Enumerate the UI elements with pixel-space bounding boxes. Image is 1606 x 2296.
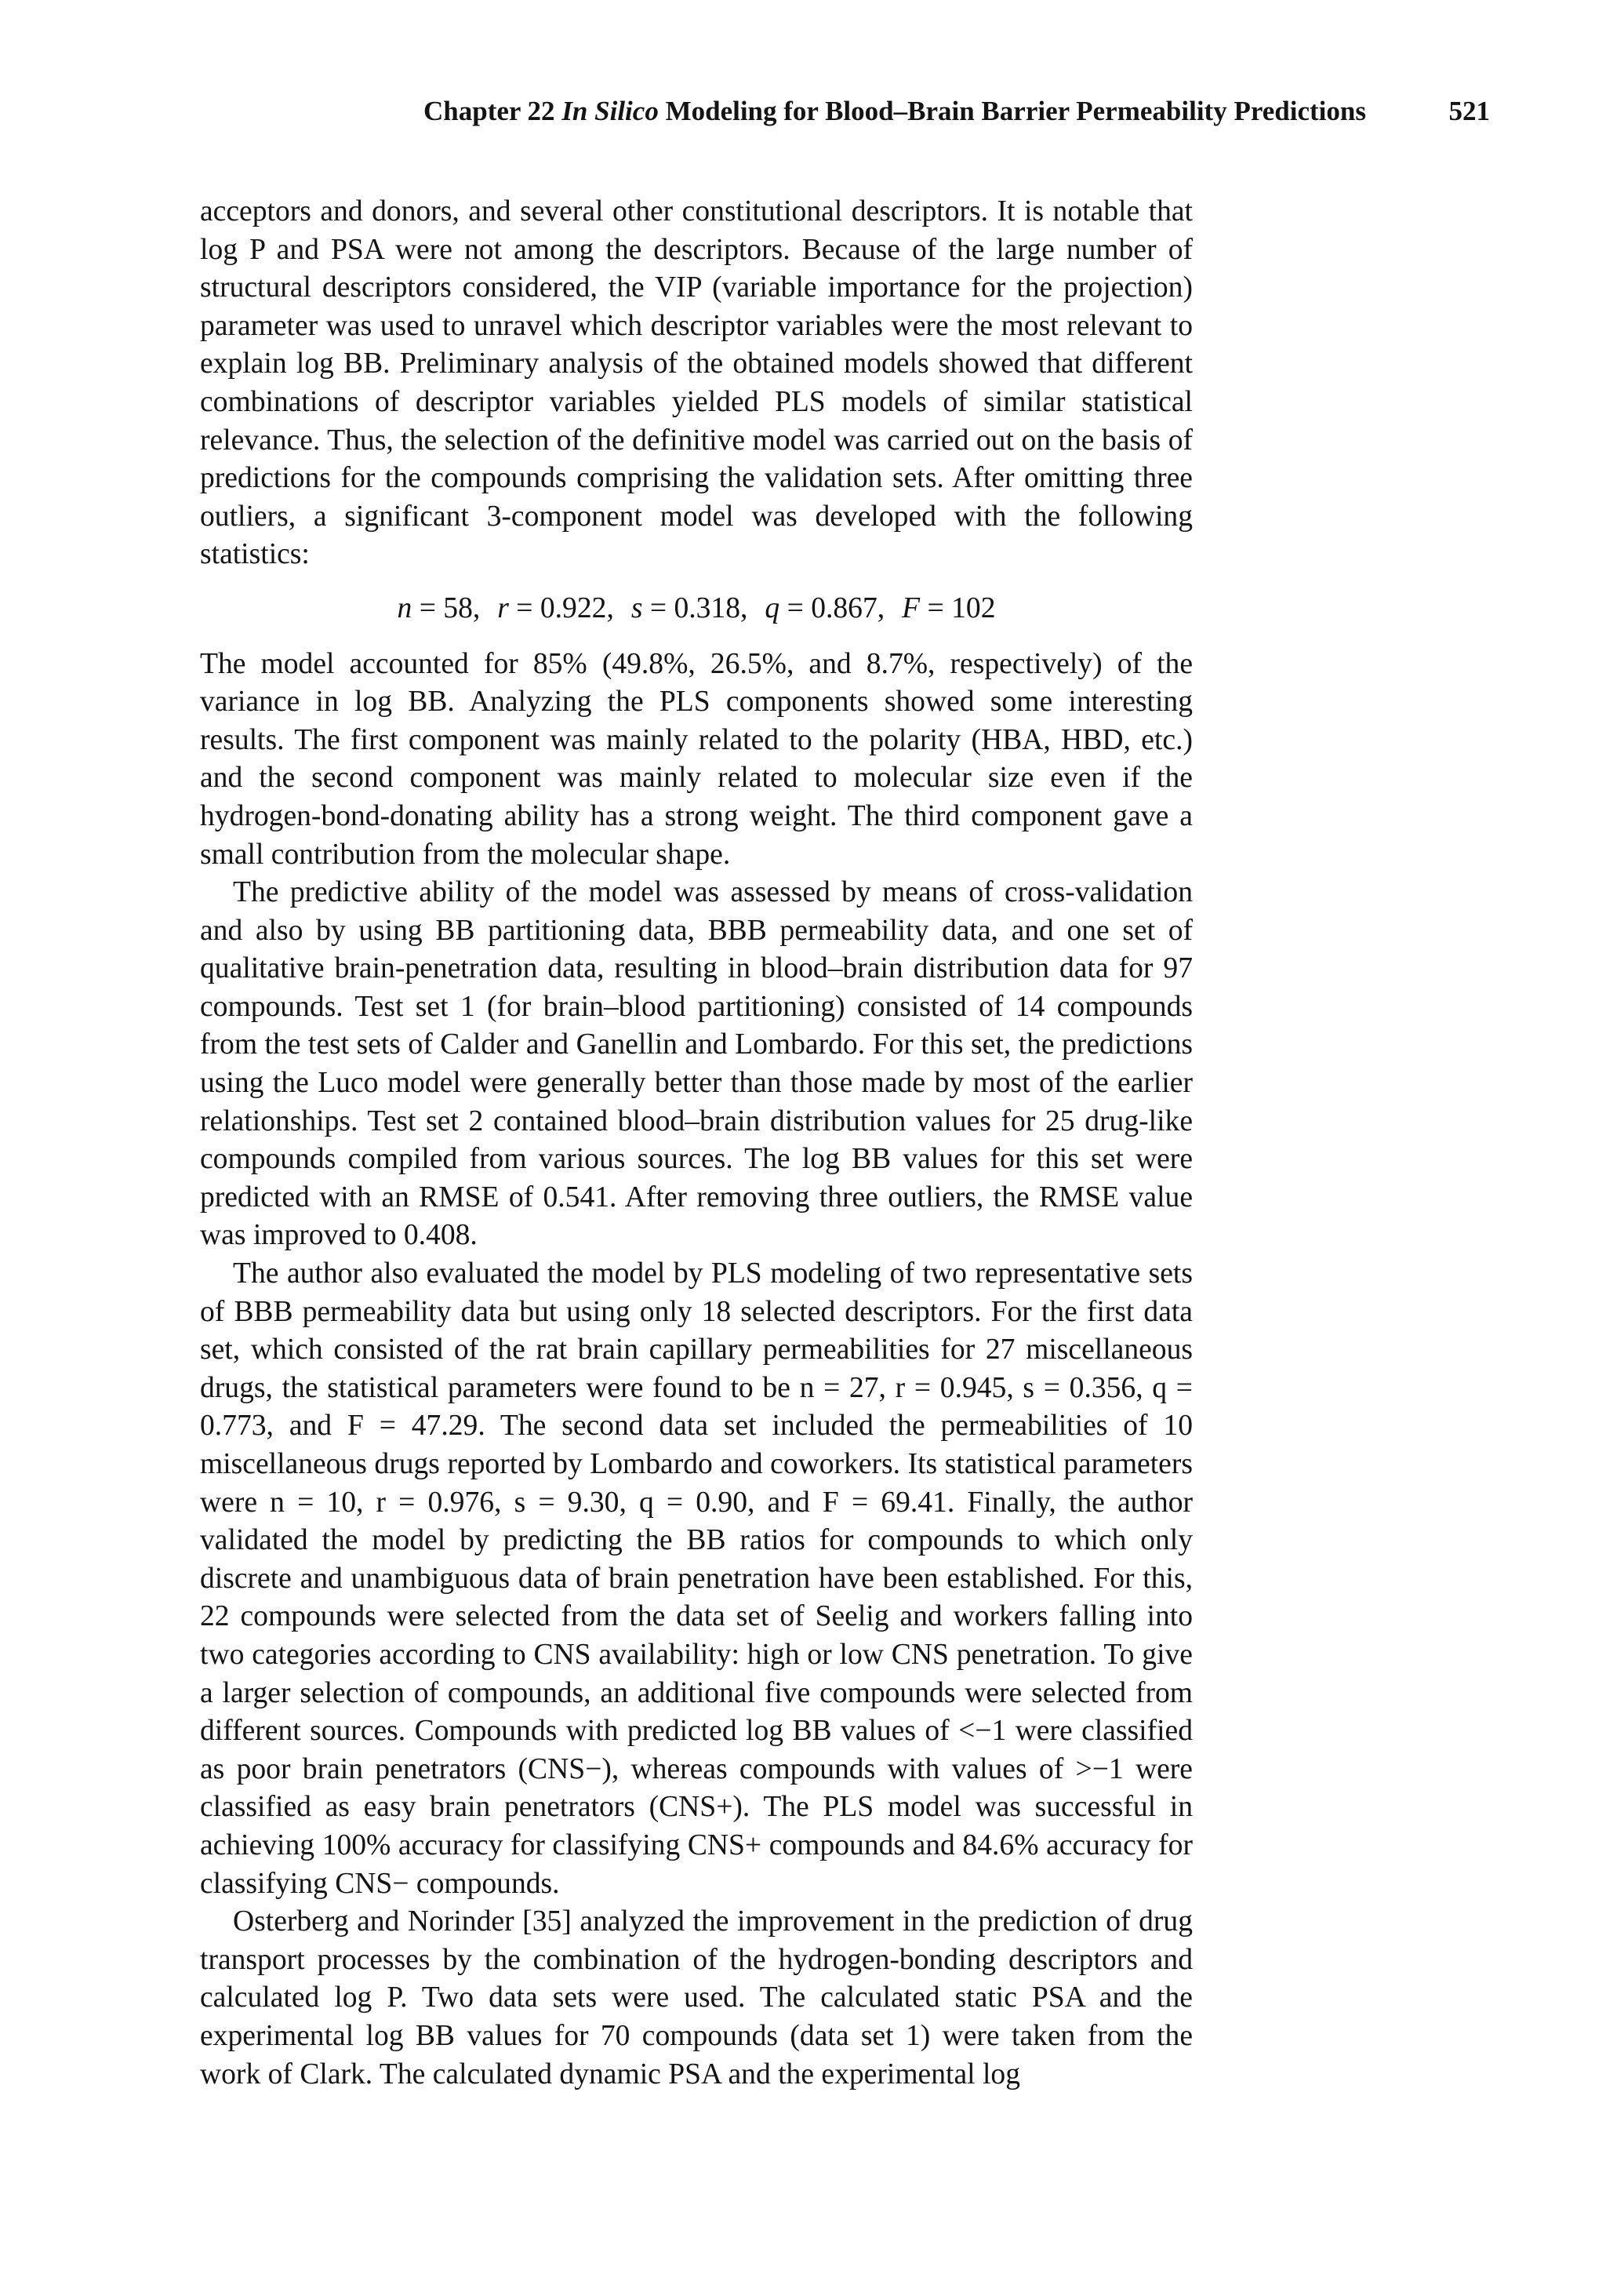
paragraph-2: The model accounted for 85% (49.8%, 26.5%, and 8.7%, respectively) of the variance in log BB. Analyzing the PLS components showed some interesting results. The first component was mainly related to the polarity (HBA, HBD, etc.) and the second component was mainly related to molecular size even if the hydrogen-bond-donating ability has a strong weight. The third component gave a small contribution from the molecular shape. [200, 647, 1193, 871]
body-text [200, 193, 1193, 2094]
paragraph-4: The author also evaluated the model by PLS modeling of two representative sets of BBB permeability data but using only 18 selected descriptors. For the first data set, which consisted of the rat brain capillary permeabilities for 27 miscellaneous drugs, the statistical parameters were found to be n = 27, r = 0.945, s = 0.356, q = 0.773, and F = 47.29. The second data set included the permeabilities of 10 miscellaneous drugs reported by Lombardo and coworkers. Its statistical parameters were n = 10, r = 0.976, s = 9.30, q = 0.90, and F = 69.41. Finally, the author validated the model by predicting the BB ratios for compounds to which only discrete and unambiguous data of brain penetration have been established. For this, 22 compounds were selected from the data set of Seelig and workers falling into two categories according to CNS availability: high or low CNS penetration. To give a larger selection of compounds, an additional five compounds were selected from different sources. Compounds with predicted log BB values of <−1 were classified as poor brain penetrators (CNS−), whereas compounds with values of >−1 were classified as easy brain penetrators (CNS+). The PLS model was successful in achieving 100% accuracy for classifying CNS+ compounds and 84.6% accuracy for classifying CNS− compounds. [200, 1257, 1193, 1900]
chapter-title: Modeling for Blood–Brain Barrier Permeability Predictions [665, 96, 1366, 126]
chapter-title-italic: In Silico [561, 96, 659, 126]
chapter-label: Chapter 22 [423, 96, 555, 126]
running-head [423, 97, 1490, 125]
paragraph-5: Osterberg and Norinder [35] analyzed the improvement in the prediction of drug transport processes by the combination of the hydrogen-bonding descriptors and calculated log P. Two data sets were used. The calculated static PSA and the experimental log BB values for 70 compounds (data set 1) were taken from the work of Clark. The calculated dynamic PSA and the experimental log [200, 1905, 1193, 2090]
eq-f-val: 102 [951, 591, 996, 624]
eq-r-val: 0.922 [540, 591, 607, 624]
eq-r-var: r [497, 591, 509, 624]
eq-s-val: 0.318 [674, 591, 741, 624]
paragraph-1: acceptors and donors, and several other constitutional descriptors. It is notable that log P and PSA were not among the descriptors. Because of the large number of structural descriptors considered, the VIP (variable importance for the projection) parameter was used to unravel which descriptor variables were the most relevant to explain log BB. Preliminary analysis of the obtained models showed that different combinations of descriptor variables yielded PLS models of similar statistical relevance. Thus, the selection of the definitive model was carried out on the basis of predictions for the compounds comprising the validation sets. After omitting three outliers, a significant 3-component model was developed with the following statistics: [200, 195, 1193, 571]
eq-q-var: q [765, 591, 780, 624]
statistics-equation: n = 58, r = 0.922, s = 0.318, q = 0.867, F = 102 [397, 591, 996, 624]
page-number: 521 [1448, 96, 1490, 126]
eq-n-val: 58 [443, 591, 473, 624]
eq-n-var: n [397, 591, 412, 624]
eq-s-var: s [630, 591, 643, 624]
eq-q-val: 0.867 [811, 591, 877, 624]
eq-f-var: F [902, 591, 921, 624]
paragraph-3: The predictive ability of the model was assessed by means of cross-validation and also by using BB partitioning data, BBB permeability data, and one set of qualitative brain-penetration data, resulting in blood–brain distribution data for 97 compounds. Test set 1 (for brain–blood partitioning) consisted of 14 compounds from the test sets of Calder and Ganellin and Lombardo. For this set, the predictions using the Luco model were generally better than those made by most of the earlier relationships. Test set 2 contained blood–brain distribution values for 25 drug-like compounds compiled from various sources. The log BB values for this set were predicted with an RMSE of 0.541. After removing three outliers, the RMSE value was improved to 0.408. [200, 876, 1193, 1252]
